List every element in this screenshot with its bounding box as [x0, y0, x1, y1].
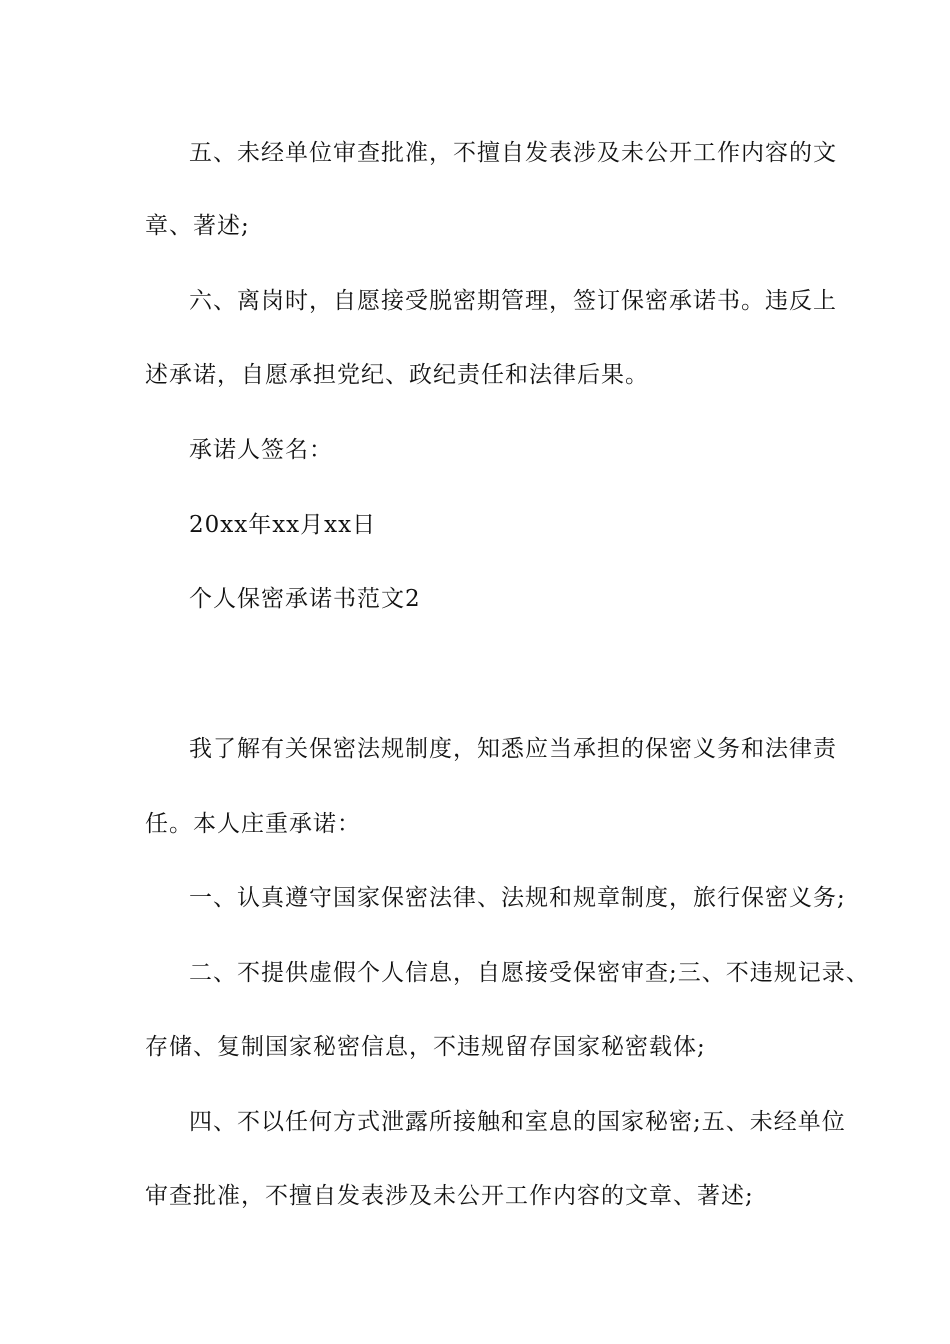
section-title: 个人保密承诺书范文2 [189, 586, 421, 612]
date-line: 20xx年xx月xx日 [189, 512, 377, 538]
paragraph-line: 我了解有关保密法规制度，知悉应当承担的保密义务和法律责 [189, 736, 837, 762]
signature-label: 承诺人签名： [189, 437, 333, 463]
paragraph-line: 五、未经单位审查批准，不擅自发表涉及未公开工作内容的文 [189, 140, 837, 166]
paragraph-line: 一、认真遵守国家保密法律、法规和规章制度，旅行保密义务; [189, 885, 846, 911]
paragraph-line: 任。本人庄重承诺： [145, 811, 361, 837]
paragraph-line: 四、不以任何方式泄露所接触和室息的国家秘密;五、未经单位 [189, 1109, 846, 1135]
paragraph-line: 六、离岗时，自愿接受脱密期管理，签订保密承诺书。违反上 [189, 288, 837, 314]
paragraph-line: 章、著述; [145, 213, 250, 239]
paragraph-line: 述承诺，自愿承担党纪、政纪责任和法律后果。 [145, 362, 649, 388]
paragraph-line: 二、不提供虚假个人信息，自愿接受保密审查;三、不违规记录、 [189, 960, 870, 986]
paragraph-line: 存储、复制国家秘密信息，不违规留存国家秘密载体; [145, 1034, 706, 1060]
paragraph-line: 审查批准，不擅自发表涉及未公开工作内容的文章、著述; [145, 1183, 754, 1209]
